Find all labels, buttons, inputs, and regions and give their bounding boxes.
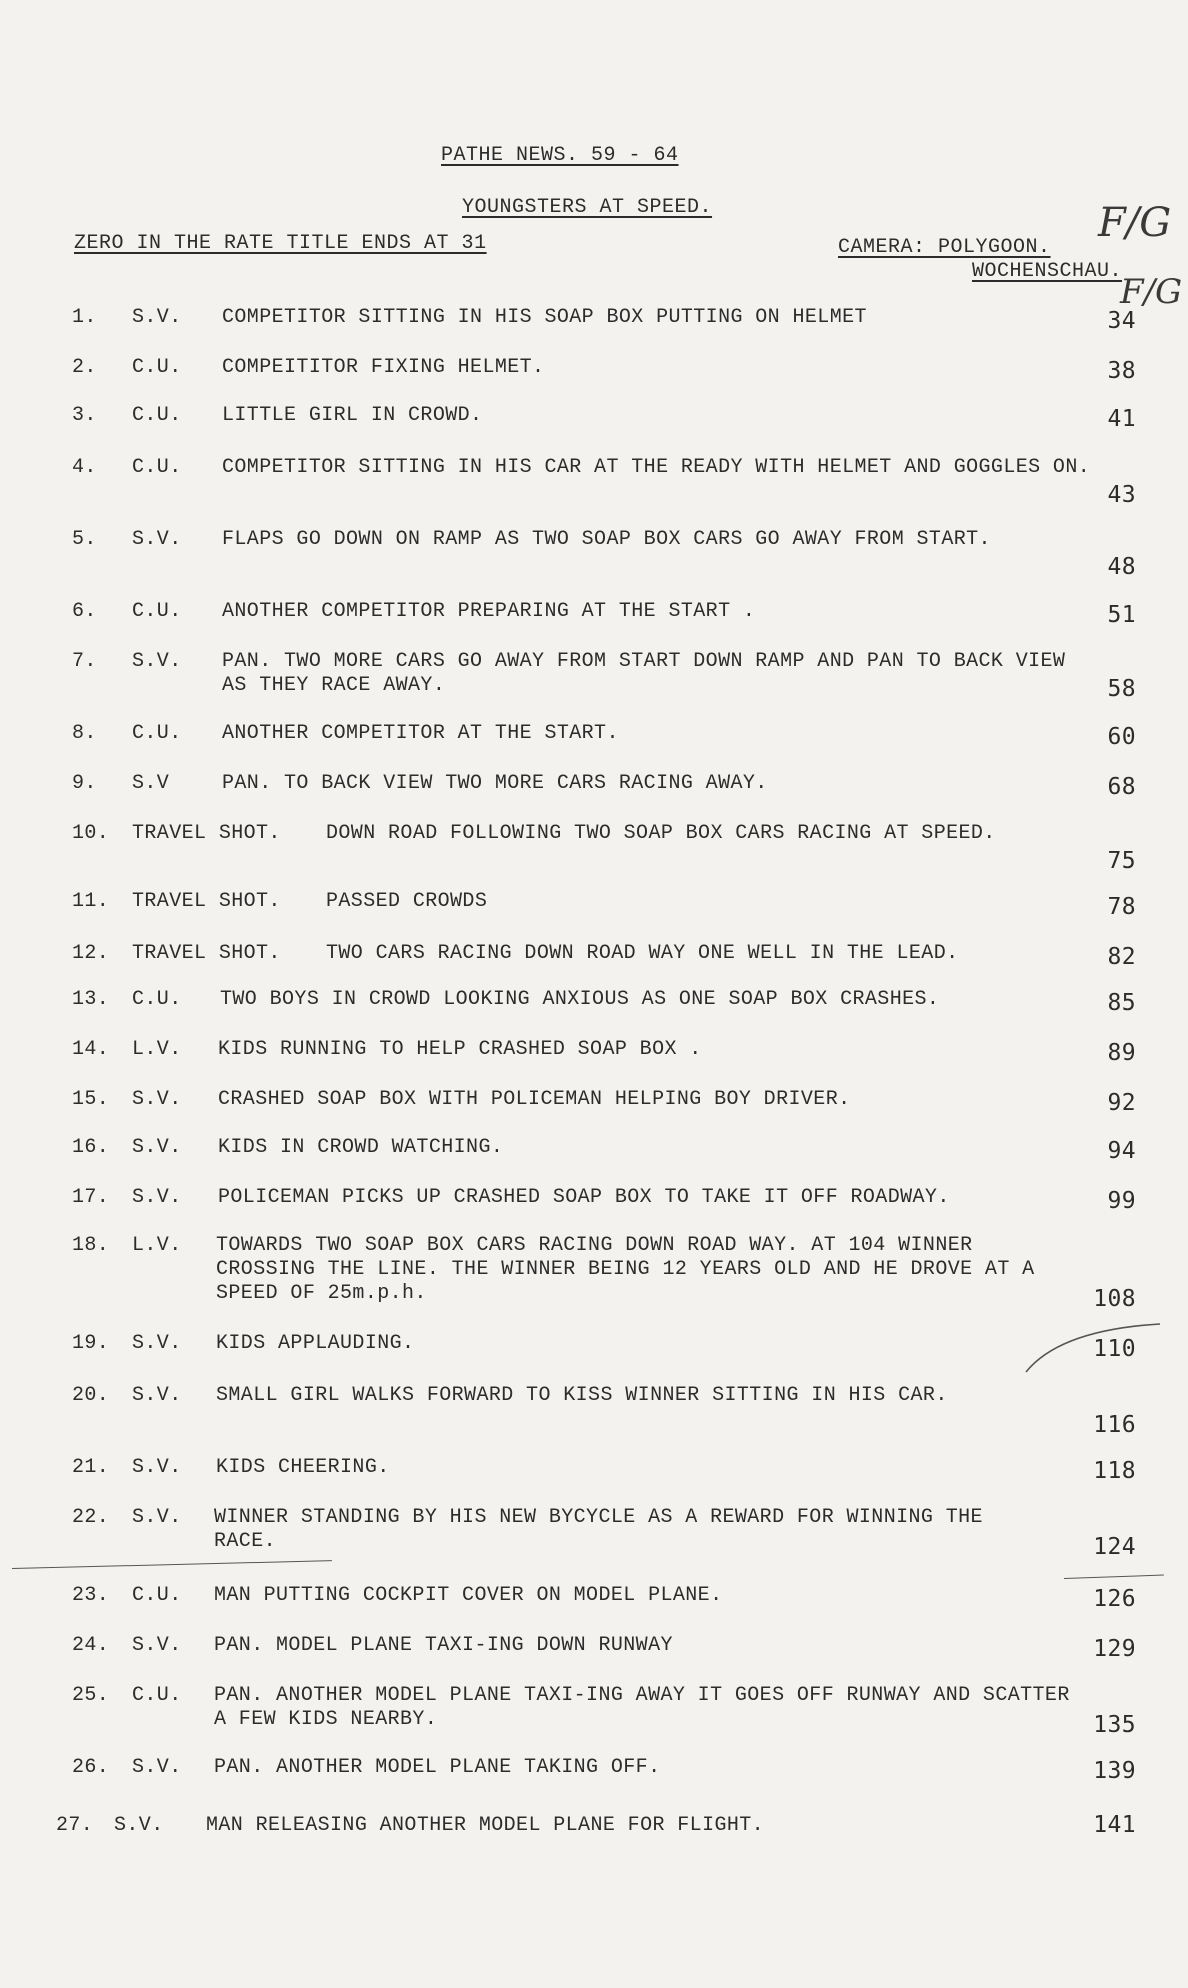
shot-footage: 43 xyxy=(1107,482,1136,508)
shot-number: 20. xyxy=(72,1384,110,1407)
document-title: PATHE NEWS. 59 - 64 xyxy=(441,144,679,167)
shot-footage: 51 xyxy=(1107,602,1136,628)
shot-type: S.V. xyxy=(132,1088,182,1111)
shot-description: KIDS APPLAUDING. xyxy=(216,1332,415,1355)
shot-footage: 124 xyxy=(1093,1534,1136,1560)
shot-type: L.V. xyxy=(132,1038,182,1061)
shot-description: SMALL GIRL WALKS FORWARD TO KISS WINNER SITTING IN HIS CAR. xyxy=(216,1384,948,1407)
shot-footage: 126 xyxy=(1093,1586,1136,1612)
shot-number: 11. xyxy=(72,890,110,913)
shot-type: S.V. xyxy=(132,528,182,551)
shot-footage: 99 xyxy=(1107,1188,1136,1214)
shot-description: ANOTHER COMPETITOR PREPARING AT THE START . xyxy=(222,600,756,623)
shot-footage: 41 xyxy=(1107,406,1136,432)
shot-number: 6. xyxy=(72,600,97,623)
shot-type: S.V. xyxy=(132,650,182,673)
shot-footage: 92 xyxy=(1107,1090,1136,1116)
shot-number: 14. xyxy=(72,1038,110,1061)
shot-footage: 116 xyxy=(1093,1412,1136,1438)
shot-description: PAN. MODEL PLANE TAXI-ING DOWN RUNWAY xyxy=(214,1634,673,1657)
shot-footage: 118 xyxy=(1093,1458,1136,1484)
pencil-arc-mark xyxy=(1020,1320,1180,1380)
shot-footage: 34 xyxy=(1107,308,1136,334)
shot-type: S.V. xyxy=(132,1332,182,1355)
pencil-divider-right xyxy=(1064,1575,1164,1579)
shot-description: DOWN ROAD FOLLOWING TWO SOAP BOX CARS RACING AT SPEED. xyxy=(326,822,996,845)
shot-description: LITTLE GIRL IN CROWD. xyxy=(222,404,483,427)
shot-number: 16. xyxy=(72,1136,110,1159)
shot-type: S.V xyxy=(132,772,170,795)
shot-description: PAN. TO BACK VIEW TWO MORE CARS RACING AWAY. xyxy=(222,772,768,795)
shot-description: KIDS IN CROWD WATCHING. xyxy=(218,1136,504,1159)
shot-description: FLAPS GO DOWN ON RAMP AS TWO SOAP BOX CARS GO AWAY FROM START. xyxy=(222,528,991,551)
shot-type: S.V. xyxy=(132,1136,182,1159)
pencil-divider-left xyxy=(12,1560,332,1569)
shot-footage: 89 xyxy=(1107,1040,1136,1066)
shot-footage: 75 xyxy=(1107,848,1136,874)
shot-description: TWO BOYS IN CROWD LOOKING ANXIOUS AS ONE SOAP BOX CRASHES. xyxy=(220,988,940,1011)
shot-number: 1. xyxy=(72,306,97,329)
shot-footage: 48 xyxy=(1107,554,1136,580)
shot-description: PASSED CROWDS xyxy=(326,890,488,913)
shot-description: COMPETITOR SITTING IN HIS SOAP BOX PUTTING ON HELMET xyxy=(222,306,867,329)
handwritten-initials-2: F/G xyxy=(1120,272,1183,312)
shot-number: 25. xyxy=(72,1684,110,1707)
shot-number: 17. xyxy=(72,1186,110,1209)
shot-number: 7. xyxy=(72,650,97,673)
shot-description: PAN. ANOTHER MODEL PLANE TAXI-ING AWAY IT GOES OFF RUNWAY AND SCATTER A FEW KIDS NEARBY. xyxy=(214,1684,1070,1731)
shot-type: L.V. xyxy=(132,1234,182,1257)
shot-description: TOWARDS TWO SOAP BOX CARS RACING DOWN ROAD WAY. AT 104 WINNER CROSSING THE LINE. THE WINNER BEING 12 YEARS OLD AND HE DROVE AT A SPEED OF 25m.p.h. xyxy=(216,1234,1035,1305)
shot-footage: 94 xyxy=(1107,1138,1136,1164)
shot-number: 5. xyxy=(72,528,97,551)
shot-number: 15. xyxy=(72,1088,110,1111)
shot-footage: 129 xyxy=(1093,1636,1136,1662)
shot-type: C.U. xyxy=(132,356,182,379)
shot-type: C.U. xyxy=(132,404,182,427)
shot-description: TWO CARS RACING DOWN ROAD WAY ONE WELL IN THE LEAD. xyxy=(326,942,959,965)
shot-description: MAN RELEASING ANOTHER MODEL PLANE FOR FLIGHT. xyxy=(206,1814,765,1837)
shot-number: 13. xyxy=(72,988,110,1011)
shot-footage: 108 xyxy=(1093,1286,1136,1312)
shot-type: S.V. xyxy=(114,1814,164,1837)
shot-number: 22. xyxy=(72,1506,110,1529)
shot-type: TRAVEL SHOT. xyxy=(132,890,281,913)
shot-type: S.V. xyxy=(132,1384,182,1407)
shot-type: S.V. xyxy=(132,1756,182,1779)
zero-note: ZERO IN THE RATE TITLE ENDS AT 31 xyxy=(74,232,487,255)
shot-type: S.V. xyxy=(132,1186,182,1209)
shot-type: C.U. xyxy=(132,722,182,745)
shot-type: TRAVEL SHOT. xyxy=(132,822,281,845)
shot-type: S.V. xyxy=(132,1634,182,1657)
shot-number: 18. xyxy=(72,1234,110,1257)
shot-footage: 135 xyxy=(1093,1712,1136,1738)
shot-number: 10. xyxy=(72,822,110,845)
shot-number: 9. xyxy=(72,772,97,795)
shot-footage: 68 xyxy=(1107,774,1136,800)
shot-description: CRASHED SOAP BOX WITH POLICEMAN HELPING BOY DRIVER. xyxy=(218,1088,851,1111)
shot-type: C.U. xyxy=(132,456,182,479)
shot-type: C.U. xyxy=(132,1684,182,1707)
shot-description: POLICEMAN PICKS UP CRASHED SOAP BOX TO TAKE IT OFF ROADWAY. xyxy=(218,1186,950,1209)
shot-footage: 141 xyxy=(1093,1812,1136,1838)
shot-type: C.U. xyxy=(132,1584,182,1607)
camera-credit-line2: WOCHENSCHAU. xyxy=(972,260,1123,283)
shot-number: 26. xyxy=(72,1756,110,1779)
shot-footage: 82 xyxy=(1107,944,1136,970)
shot-description: COMPEITITOR FIXING HELMET. xyxy=(222,356,545,379)
shot-type: TRAVEL SHOT. xyxy=(132,942,281,965)
shot-number: 2. xyxy=(72,356,97,379)
shot-number: 12. xyxy=(72,942,110,965)
shot-footage: 38 xyxy=(1107,358,1136,384)
shot-footage: 58 xyxy=(1107,676,1136,702)
shot-number: 24. xyxy=(72,1634,110,1657)
shot-description: MAN PUTTING COCKPIT COVER ON MODEL PLANE. xyxy=(214,1584,723,1607)
shot-description: ANOTHER COMPETITOR AT THE START. xyxy=(222,722,619,745)
shot-number: 3. xyxy=(72,404,97,427)
shot-number: 23. xyxy=(72,1584,110,1607)
shot-type: S.V. xyxy=(132,306,182,329)
shot-description: COMPETITOR SITTING IN HIS CAR AT THE READY WITH HELMET AND GOGGLES ON. xyxy=(222,456,1091,479)
shot-type: C.U. xyxy=(132,600,182,623)
shot-description: KIDS RUNNING TO HELP CRASHED SOAP BOX . xyxy=(218,1038,702,1061)
shot-footage: 139 xyxy=(1093,1758,1136,1784)
story-title: YOUNGSTERS AT SPEED. xyxy=(462,196,713,219)
shot-description: KIDS CHEERING. xyxy=(216,1456,390,1479)
shot-number: 8. xyxy=(72,722,97,745)
shot-footage: 78 xyxy=(1107,894,1136,920)
shot-type: C.U. xyxy=(132,988,182,1011)
shot-description: WINNER STANDING BY HIS NEW BYCYCLE AS A REWARD FOR WINNING THE RACE. xyxy=(214,1506,983,1553)
shot-type: S.V. xyxy=(132,1456,182,1479)
shot-footage: 85 xyxy=(1107,990,1136,1016)
shot-description: PAN. ANOTHER MODEL PLANE TAKING OFF. xyxy=(214,1756,661,1779)
shot-type: S.V. xyxy=(132,1506,182,1529)
shot-footage: 110 xyxy=(1093,1336,1136,1362)
shot-number: 21. xyxy=(72,1456,110,1479)
shot-number: 27. xyxy=(56,1814,94,1837)
camera-credit: CAMERA: POLYGOON. xyxy=(838,236,1051,259)
shot-number: 4. xyxy=(72,456,97,479)
shot-number: 19. xyxy=(72,1332,110,1355)
handwritten-initials: F/G xyxy=(1098,200,1172,246)
shot-description: PAN. TWO MORE CARS GO AWAY FROM START DOWN RAMP AND PAN TO BACK VIEW AS THEY RACE AWAY. xyxy=(222,650,1066,697)
shot-footage: 60 xyxy=(1107,724,1136,750)
